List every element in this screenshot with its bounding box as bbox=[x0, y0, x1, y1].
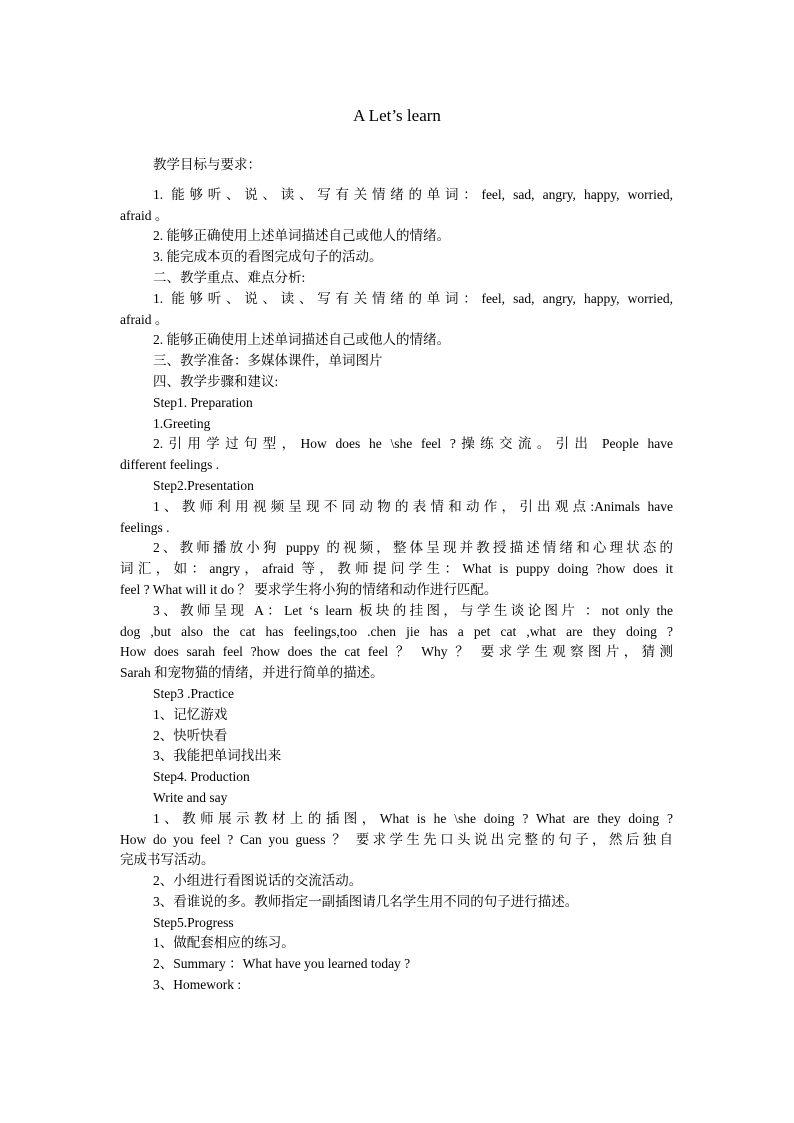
text-line: 三、教学准备：多媒体课件，单词图片 bbox=[153, 353, 383, 369]
text-line: 3、我能把单词找出来 bbox=[153, 748, 282, 764]
text-line: 3、教师呈现 A：Let ‘s learn 板块的挂图，与学生谈论图片 ：not only the bbox=[153, 602, 673, 618]
text-line: feelings . bbox=[120, 519, 170, 535]
text-line: 1.Greeting bbox=[153, 415, 211, 431]
text-line: 1. 能够听、说、读、写有关情绪的单词：feel, sad, angry, happy, worried, bbox=[153, 186, 673, 202]
text-line: 1、做配套相应的练习。 bbox=[153, 935, 295, 951]
text-line: Step3 .Practice bbox=[153, 685, 234, 701]
text-line: different feelings . bbox=[120, 457, 220, 473]
text-line: Step1. Preparation bbox=[153, 394, 253, 410]
text-line: 1、教师展示教材上的插图，What is he \she doing ? What are they doing ? bbox=[153, 810, 673, 826]
text-line: Step5.Progress bbox=[153, 914, 234, 930]
text-line: 2. 能够正确使用上述单词描述自己或他人的情绪。 bbox=[153, 332, 450, 348]
text-line: 2. 能够正确使用上述单词描述自己或他人的情绪。 bbox=[153, 228, 450, 244]
text-line: 1、教师利用视频呈现不同动物的表情和动作，引出观点:Animals have bbox=[153, 498, 673, 514]
text-line: 3. 能完成本页的看图完成句子的活动。 bbox=[153, 249, 383, 265]
text-line: feel ? What will it do ？ 要求学生将小狗的情绪和动作进行匹配。 bbox=[120, 581, 498, 597]
text-line: 1、记忆游戏 bbox=[153, 706, 228, 722]
text-line: 2、小组进行看图说话的交流活动。 bbox=[153, 873, 363, 889]
text-line: afraid 。 bbox=[120, 311, 169, 327]
text-line: afraid 。 bbox=[120, 207, 169, 223]
text-line: 2、Summary ：What have you learned today ? bbox=[153, 956, 411, 972]
text-line: 四、教学步骤和建议: bbox=[153, 373, 279, 389]
text-line: 二、教学重点、难点分析: bbox=[153, 269, 306, 285]
text-line: How do you feel ? Can you guess ？ 要求学生先口头说出完整的句子，然后独自 bbox=[120, 831, 673, 847]
text-line: 教学目标与要求： bbox=[153, 157, 261, 172]
text-line: 3、看谁说的多。教师指定一副插图请几名学生用不同的句子进行描述。 bbox=[153, 893, 579, 909]
text-line: 3、Homework : bbox=[153, 977, 242, 993]
text-line: Step2.Presentation bbox=[153, 477, 254, 493]
document-body bbox=[120, 155, 673, 996]
text-line: 2、教师播放小狗 puppy 的视频，整体呈现并教授描述情绪和心理状态的 bbox=[153, 540, 673, 556]
text-line: Sarah 和宠物猫的情绪，并进行简单的描述。 bbox=[120, 665, 384, 681]
text-line: 词汇，如：angry，afraid 等，教师提问学生：What is puppy doing ?how does it bbox=[120, 561, 673, 577]
text-line: Write and say bbox=[153, 789, 228, 805]
document-title: A Let’s learn bbox=[353, 106, 441, 125]
text-line: 1. 能够听、说、读、写有关情绪的单词：feel, sad, angry, happy, worried, bbox=[153, 290, 673, 306]
text-line: How does sarah feel ?how does the cat feel ？ Why ？ 要求学生观察图片，猜测 bbox=[120, 644, 673, 660]
text-line: 2.引用学过句型，How does he \she feel ?操练交流。引出 People have bbox=[153, 436, 673, 452]
text-line: Step4. Production bbox=[153, 769, 250, 785]
text-line: 2、快听快看 bbox=[153, 727, 228, 743]
text-line: dog ,but also the cat has feelings,too .chen jie has a pet cat ,what are they doing ? bbox=[120, 623, 673, 639]
text-line: 完成书写活动。 bbox=[120, 852, 215, 868]
